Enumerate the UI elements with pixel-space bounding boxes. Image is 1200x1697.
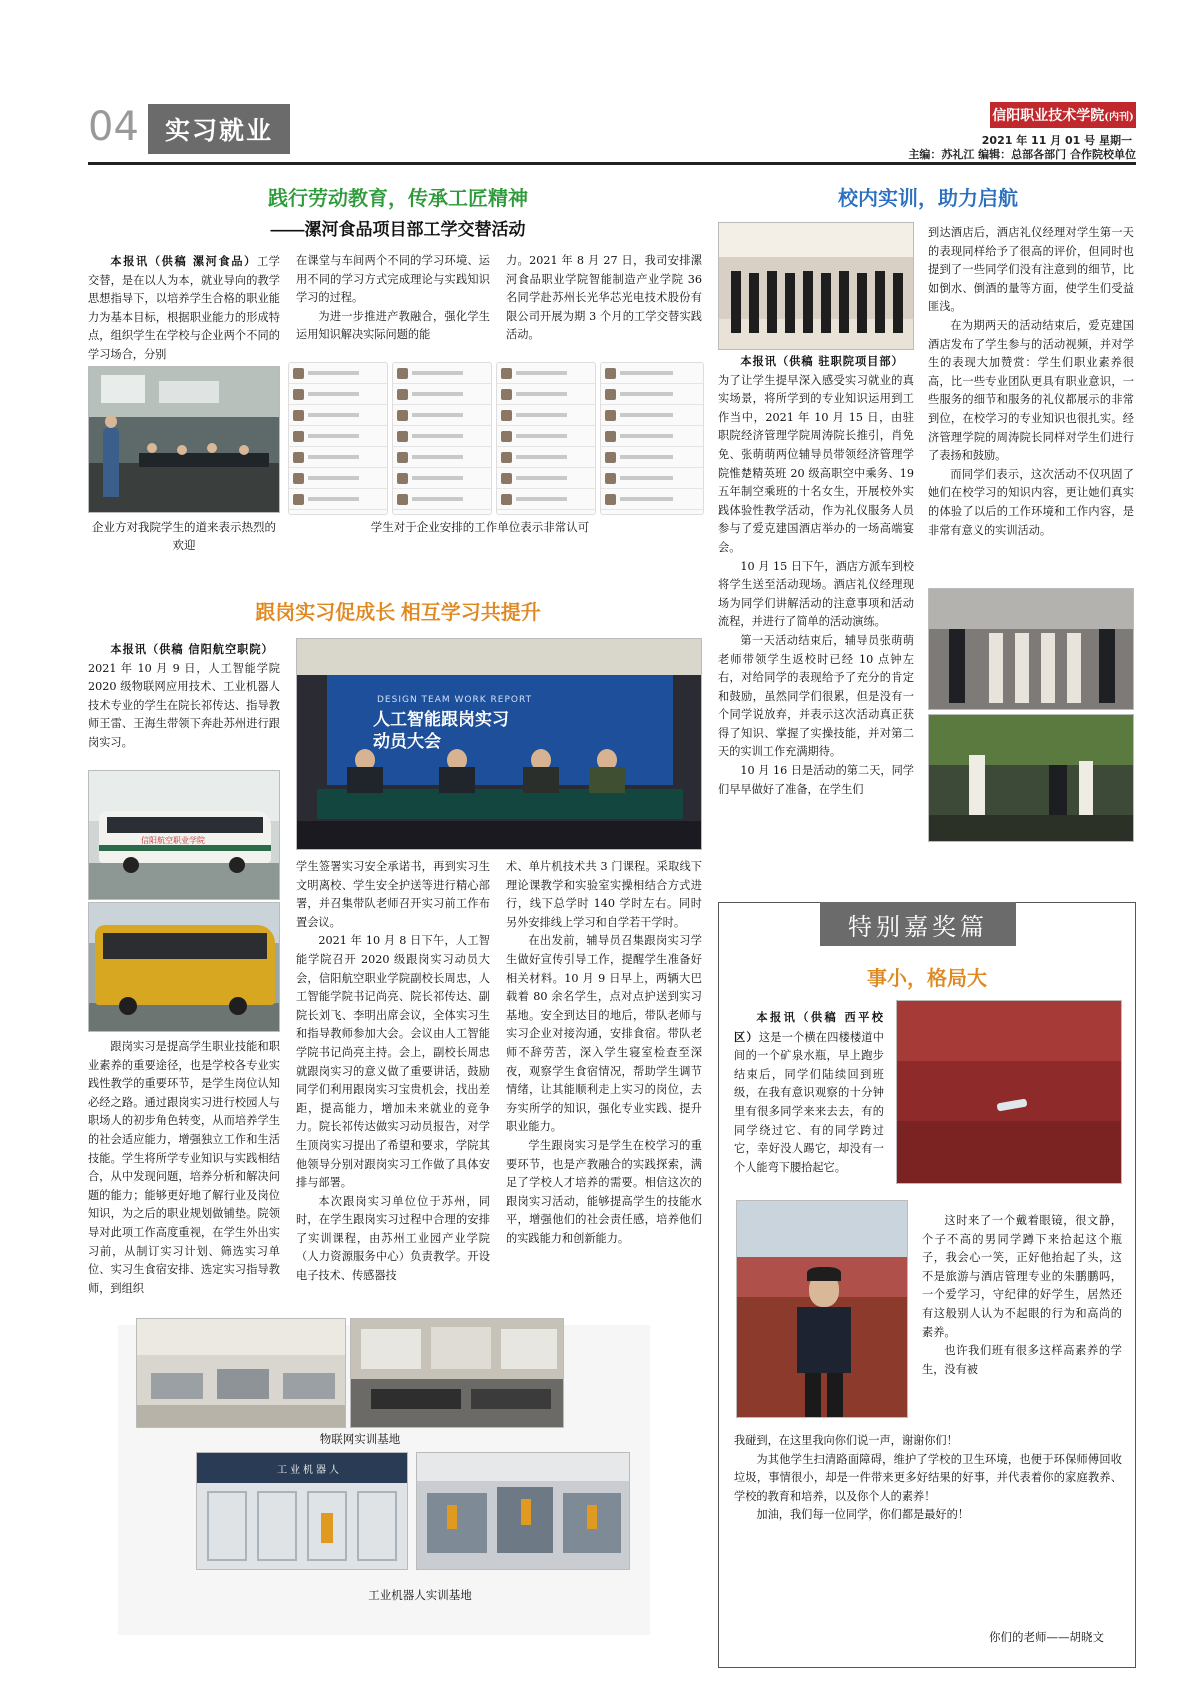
bus-label: 信阳航空职业学院 xyxy=(141,836,205,845)
article2-right-p1: 术、单片机技术共 3 门课程。采取线下理论课教学和实验室实操相结合方式进行，线下总学时 140 学时左右。同时另外安排线上学习和自学若干学时。 xyxy=(506,860,702,929)
student-photo xyxy=(736,1200,908,1418)
article2-mid-p1: 学生签署实习安全承诺书，再到实习生文明离校、学生安全护送等进行精心部署，并召集带队老师召开实习前工作布置会议。 xyxy=(296,860,490,929)
article1-col2-text: 在课堂与车间两个不同的学习环境、运用不同的学习方式完成理论与实践知识学习的过程。 xyxy=(296,254,490,305)
caption-screenshots: 学生对于企业安排的工作单位表示非常认可 xyxy=(370,520,590,534)
caption-meeting: 企业方对我院学生的道来表示热烈的欢迎 xyxy=(92,520,276,552)
article3-p6: 在为期两天的活动结束后，爱克建国酒店发布了学生参与的活动视频，并对学生的表现大加赞赏：学生们职业素养很高，比一些专业团队更具有职业意识，一些服务的细节和服务的礼仪都展示的非常到位，在校学习的专业知识也很扎实。经济管理学院的周涛院长同样对学生们进行了表扬和鼓励。 xyxy=(928,318,1134,463)
article3-p1: 为了让学生提早深入感受实习就业的真实场景，将所学到的专业知识运用到工作当中，2021 年 10 月 15 日，由驻职院经济管理学院周涛院长推引，肖免免、张萌萌两位辅导员带领经济管理学院惟楚精英班 20 级高职空中乘务、19 五年制空乘班的十名女生，开展校外实践体验性教学活动，作为礼仪服务人员参与了爱克建国酒店举办的一场高端宴会。 xyxy=(718,373,914,554)
masthead xyxy=(990,102,1136,128)
article4-p4-text: 为其他学生扫清路面障碍，维护了学校的卫生环境，也便于环保师傅回收垃圾，事情很小，却是一件带来更多好结果的好事，并代表着你的家庭教养、学校的教育和培养，以及你个人的素养！ xyxy=(734,1452,1122,1503)
section-rule xyxy=(88,162,1136,165)
chat-screenshot-4 xyxy=(600,362,704,515)
article3-p3: 第一天活动结束后，辅导员张萌萌老师带领学生返校时已经 10 点钟左右，对给同学的表现给予了充分的肯定和鼓励，虽然同学们很累，但是没有一个同学说放弃，并表示这次活动真正获得了知识、掌握了实操技能，并对第二天的实训工作充满期待。 xyxy=(718,633,914,759)
article4-signature: 你们的老师——胡晓文 xyxy=(989,1630,1104,1644)
article3-col-left xyxy=(718,352,914,799)
article4-p2-text: 这时来了一个戴着眼镜，很文静，个子不高的男同学蹲下来拾起这个瓶子，我会心一笑，正好他抬起了头，这不是旅游与酒店管理专业的朱鹏鹏吗，一个爱学习，守纪律的好学生，居然还有这般别人认为不起眼的行为和高尚的素养。 xyxy=(922,1214,1122,1339)
robot-lab-photo-2 xyxy=(416,1452,630,1570)
award-box-title: 特别嘉奖篇 xyxy=(820,902,1016,946)
masthead-tag: (内刊) xyxy=(1104,111,1134,123)
article1-col2b-text: 为进一步推进产教融合，强化学生运用知识解决实际问题的能 xyxy=(296,309,490,342)
robot-sign: 工业机器人 xyxy=(277,1465,342,1476)
article2-right-p3: 学生跟岗实习是学生在校学习的重要环节，也是产教融合的实践探索，满足了学校人才培养的需要。相信这次的跟岗实习活动，能够提高学生的技能水平，增强他们的社会责任感，培养他们的实践能力和创新能力。 xyxy=(506,1138,702,1245)
iot-lab-photo-2 xyxy=(350,1318,564,1428)
article2-left-col-text: 跟岗实习是提高学生职业技能和职业素养的重要途径，也是学校各专业实践性教学的重要环节，是学生岗位认知必经之路。通过跟岗实习进行校园人与职场人的初步角色转变，从而培养学生的社会适应能力，增强独立工作和生活技能。学生将所学专业知识与实践相结合，从中发现问题，培养分析和解决问题的能力；能够更好地了解行业及岗位知识，为之后的职业规划做铺垫。院领导对此项工作高度重视，在学生外出实习前，从制订实习计划、筛选实习单位、实习生食宿安排、选定实习指导教师，到组织 xyxy=(88,1040,280,1295)
article4-p2 xyxy=(922,1212,1122,1379)
caption-robot-lab: 工业机器人实训基地 xyxy=(368,1588,472,1602)
article2-mid-p3: 本次跟岗实习单位位于苏州，同时，在学生跟岗实习过程中合理的安排了实训课程，由苏州工业园产业学院（人力资源服务中心）负责教学。开设电子技术、传感器技 xyxy=(296,1194,490,1283)
article1-col3-text: 力。2021 年 8 月 27 日，我司安排漯河食品职业学院智能制造产业学院 36 名同学赴苏州长光华芯光电技术股份有限公司开展为期 3 个月的工学交替实践活动。 xyxy=(506,254,702,342)
article2-mid-p2: 2021 年 10 月 8 日下午，人工智能学院召开 2020 级跟岗实习动员大会，信阳航空职业学院副校长周忠，人工智能学院书记尚亮、院长祁传达、副院长刘飞、李明出席会议，全体实习生和指导教师参加大会。会议由人工智能学院书记尚亮主持。会上，副校长周忠就跟岗实习的意义做了重要讲话，鼓励同学们利用跟岗实习宝贵机会，找出差距，提高能力，增加未来就业的竞争力。院长祁传达做实习动员报告，对学生顶岗实习提出了希望和要求，学院其他领导分别对跟岗实习工作做了具体安排与部署。 xyxy=(296,934,490,1190)
article1-col2 xyxy=(296,252,490,345)
article2-title: 跟岗实习促成长 相互学习共提升 xyxy=(255,602,541,624)
bottle-floor-photo xyxy=(896,1000,1122,1184)
article4-p3b-text: 我碰到，在这里我向你们说一声，谢谢你们！ xyxy=(734,1434,958,1447)
article2-right-col xyxy=(506,858,702,1248)
page-number: 04 xyxy=(88,104,139,150)
article3-p5: 到达酒店后，酒店礼仪经理对学生第一天的表现同样给予了很高的评价，但同时也提到了一些同学们没有注意到的细节，比如倒水、倒酒的量等方面，使学生们受益匪浅。 xyxy=(928,226,1134,314)
article3-p4: 10 月 16 日是活动的第二天，同学们早早做好了准备，在学生们 xyxy=(718,764,914,796)
article1-title: 践行劳动教育，传承工匠精神 xyxy=(268,188,528,210)
article4-p3-text: 也许我们班有很多这样高素养的学生，没有被 xyxy=(922,1344,1122,1376)
banner-cn: 人工智能跟岗实习动员大会 xyxy=(373,710,509,752)
article1-col1 xyxy=(88,252,280,365)
article4-p1 xyxy=(734,1008,884,1177)
article3-p7: 而同学们表示，这次活动不仅巩固了她们在校学习的知识内容，更让她们真实的体验了以后的工作环境和工作内容，是非常有意义的实训活动。 xyxy=(928,467,1134,537)
article2-source: 本报讯（供稿 信阳航空职院） xyxy=(110,642,274,656)
hotel-etiquette-photo xyxy=(718,222,914,350)
article1-col1-text: 工学交替，是在以人为本，就业导向的教学思想指导下，以培养学生合格的职业能力为基本目标，根据职业能力的形成特点，组织学生在学校与企业两个不同的学习场合，分别 xyxy=(88,255,280,361)
chat-screenshot-3 xyxy=(496,362,596,515)
article3-title: 校内实训，助力启航 xyxy=(838,188,1018,210)
banquet-photo-2 xyxy=(928,714,1134,842)
article3-p2: 10 月 15 日下午，酒店方派车到校将学生送至活动现场。酒店礼仪经理现场为同学们讲解活动的注意事项和活动流程，并进行了简单的活动演练。 xyxy=(718,559,914,629)
masthead-title: 信阳职业技术学院 xyxy=(992,108,1105,124)
editors-line: 主编：苏礼江 编辑：总部各部门 合作院校单位 xyxy=(908,148,1136,161)
article2-mid-col xyxy=(296,858,490,1286)
article2-left-col xyxy=(88,1038,280,1298)
article4-source: 本报讯（供稿 西平校区） xyxy=(734,1010,884,1044)
chat-screenshot-2 xyxy=(392,362,492,515)
article4-p1-text: 这是一个横在四楼楼道中间的一个矿泉水瓶，早上跑步结束后，同学们陆续回到班级，在我有意识观察的十分钟里有很多同学来来去去，有的同学绕过它、有的同学跨过它，幸好没人踢它，却没有一个人能弯下腰拾起它。 xyxy=(734,1030,884,1174)
meeting-photo xyxy=(88,366,280,513)
section-banner: 实习就业 xyxy=(148,104,290,154)
article2-right-p2: 在出发前，辅导员召集跟岗实习学生做好宣传引导工作，提醒学生准备好相关材料。10 月 9 日早上，两辆大巴载着 80 余名学生，点对点护送到实习基地。安全到达目的地后，带队老师与实习企业对接沟通，安排食宿。带队老师不辞劳苦，深入学生寝室检查至深夜，观察学生食宿情况，帮助学生调节情绪，让其能顺利走上实习的岗位，去夯实所学的知识，强化专业实践、提升职业能力。 xyxy=(506,934,702,1134)
banquet-photo-1 xyxy=(928,588,1134,710)
date-line: 2021 年 11 月 01 号 星期一 xyxy=(981,134,1132,147)
banner-en: DESIGN TEAM WORK REPORT xyxy=(377,695,533,705)
article4-lower xyxy=(734,1432,1122,1525)
article1-subtitle: ——漯河食品项目部工学交替活动 xyxy=(270,220,526,239)
article2-intro xyxy=(88,640,280,753)
article3-source: 本报讯（供稿 驻职院项目部） xyxy=(740,354,904,368)
mobilization-meeting-photo xyxy=(296,638,702,850)
article1-col3 xyxy=(506,252,702,345)
article1-source: 本报讯（供稿 漯河食品） xyxy=(110,254,257,268)
bus-photo-2 xyxy=(88,902,280,1032)
bus-photo-1 xyxy=(88,770,280,900)
iot-lab-photo-1 xyxy=(136,1318,346,1428)
article4-title: 事小，格局大 xyxy=(867,968,987,990)
article4-p5-text: 加油，我们每一位同学，你们都是最好的！ xyxy=(756,1508,969,1522)
article3-col-right xyxy=(928,224,1134,540)
caption-iot-lab: 物联网实训基地 xyxy=(319,1432,401,1446)
article2-intro-text: 2021 年 10 月 9 日，人工智能学院 2020 级物联网应用技术、工业机器人技术专业的学生在院长祁传达、指导教师王雷、王海生带领下奔赴苏州进行跟岗实习。 xyxy=(88,661,280,749)
chat-screenshot-1 xyxy=(288,362,388,515)
robot-lab-photo-1 xyxy=(196,1452,408,1570)
